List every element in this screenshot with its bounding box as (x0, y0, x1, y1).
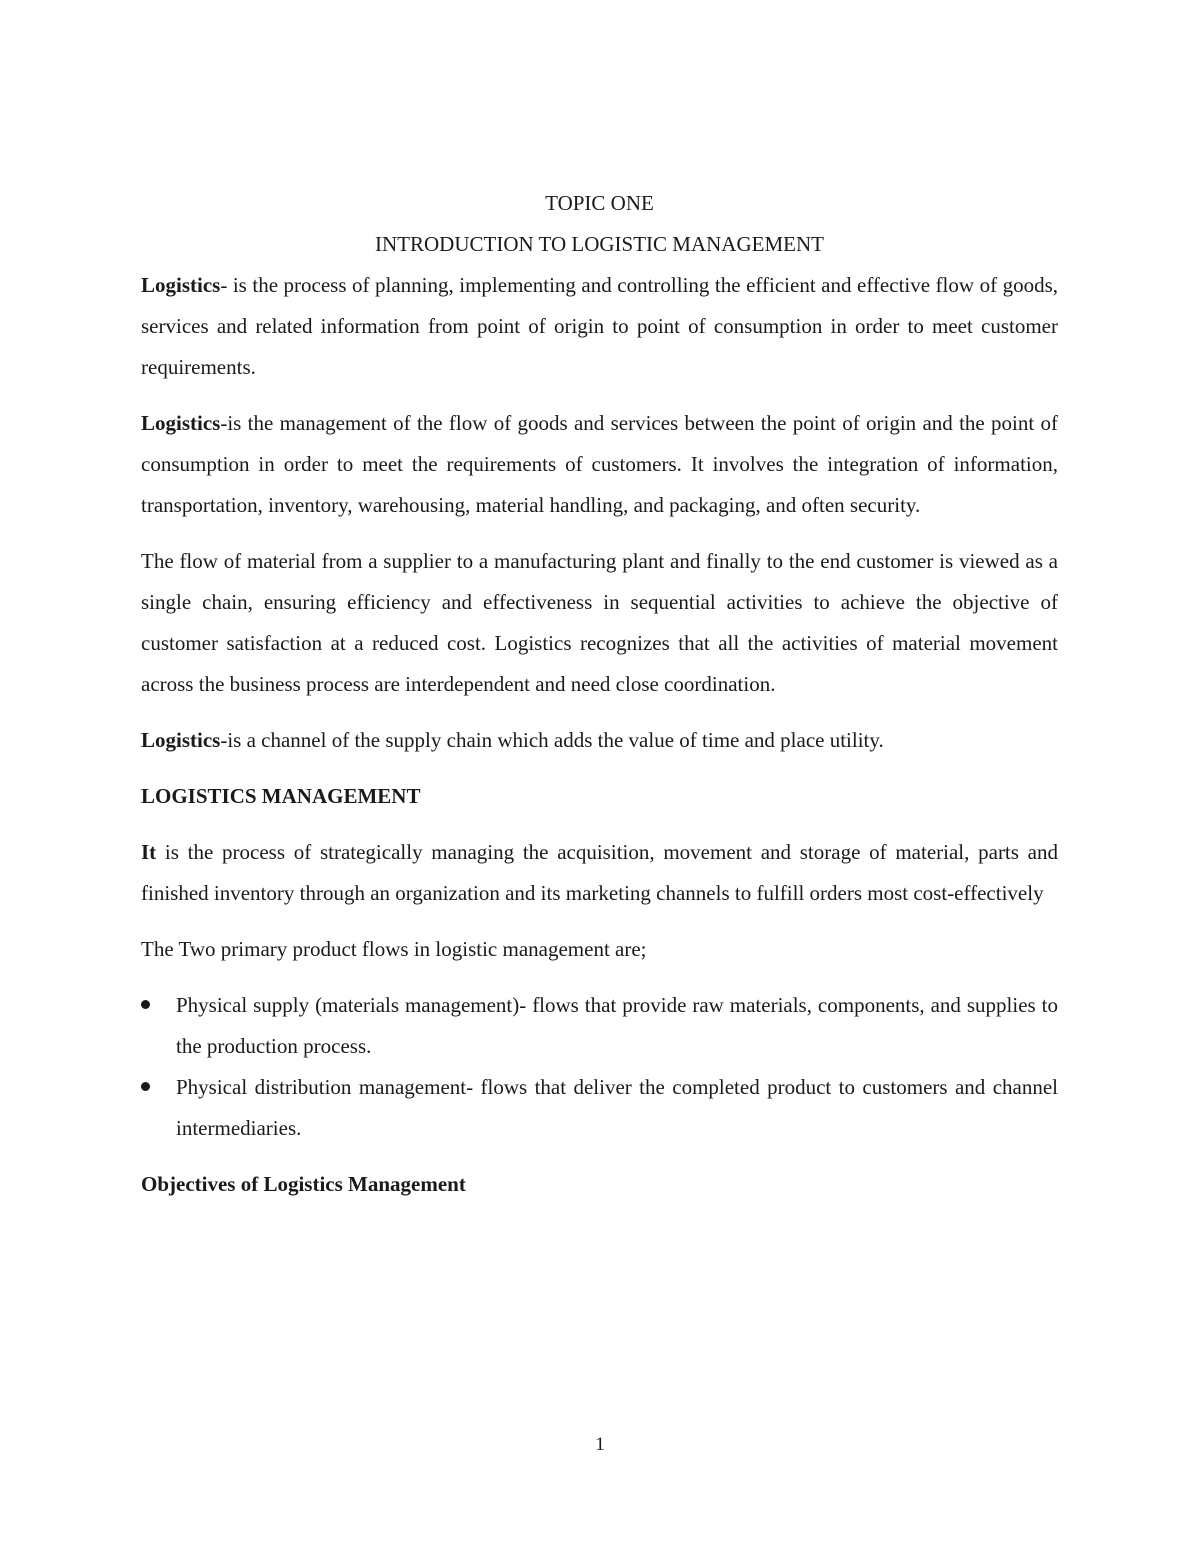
definition-text: -is a channel of the supply chain which adds the value of time and place utility. (220, 728, 884, 752)
definition-term: Logistics (141, 411, 221, 435)
bullet-icon (141, 1082, 150, 1091)
section-heading-logistics-management: LOGISTICS MANAGEMENT (141, 784, 421, 808)
page-content (141, 183, 1058, 1220)
flows-list (141, 985, 1058, 1149)
definition-term: Logistics (141, 273, 221, 297)
list-item-text: Physical supply (materials management)- flows that provide raw materials, components, and supplies to the production process. (176, 993, 1058, 1058)
definition-text: is the process of strategically managing the acquisition, movement and storage of material, parts and finished inventory through an organization and its marketing channels to fulfill orders most cost-effectively (141, 840, 1058, 905)
list-item-text: Physical distribution management- flows that deliver the completed product to customers and channel intermediaries. (176, 1075, 1058, 1140)
definition-paragraph-2 (141, 403, 1058, 526)
page-title: INTRODUCTION TO LOGISTIC MANAGEMENT (375, 232, 824, 256)
topic-label: TOPIC ONE (545, 191, 654, 215)
channel-definition-paragraph (141, 720, 1058, 761)
flow-paragraph: The flow of material from a supplier to a manufacturing plant and finally to the end customer is viewed as a single chain, ensuring efficiency and effectiveness in sequential activities to achieve the objective of customer satisfaction at a reduced cost. Logistics recognizes that all the activities of material movement across the business process are interdependent and need close coordination. (141, 549, 1058, 696)
list-item (141, 1067, 1058, 1149)
definition-text: - is the process of planning, implementing and controlling the efficient and effective flow of goods, services and related information from point of origin to point of consumption in order to meet customer requirements. (141, 273, 1058, 379)
definition-term: It (141, 840, 157, 864)
definition-term: Logistics (141, 728, 221, 752)
definition-paragraph-1 (141, 265, 1058, 388)
definition-text: -is the management of the flow of goods and services between the point of origin and the point of consumption in order to meet the requirements of customers. It involves the integration of information, transportation, inventory, warehousing, material handling, and packaging, and often security. (141, 411, 1058, 517)
management-definition-paragraph (141, 832, 1058, 914)
page-number: 1 (595, 1434, 605, 1455)
section-heading-objectives: Objectives of Logistics Management (141, 1172, 466, 1196)
flows-intro: The Two primary product flows in logistic management are; (141, 937, 647, 961)
list-item (141, 985, 1058, 1067)
bullet-icon (141, 1000, 150, 1009)
